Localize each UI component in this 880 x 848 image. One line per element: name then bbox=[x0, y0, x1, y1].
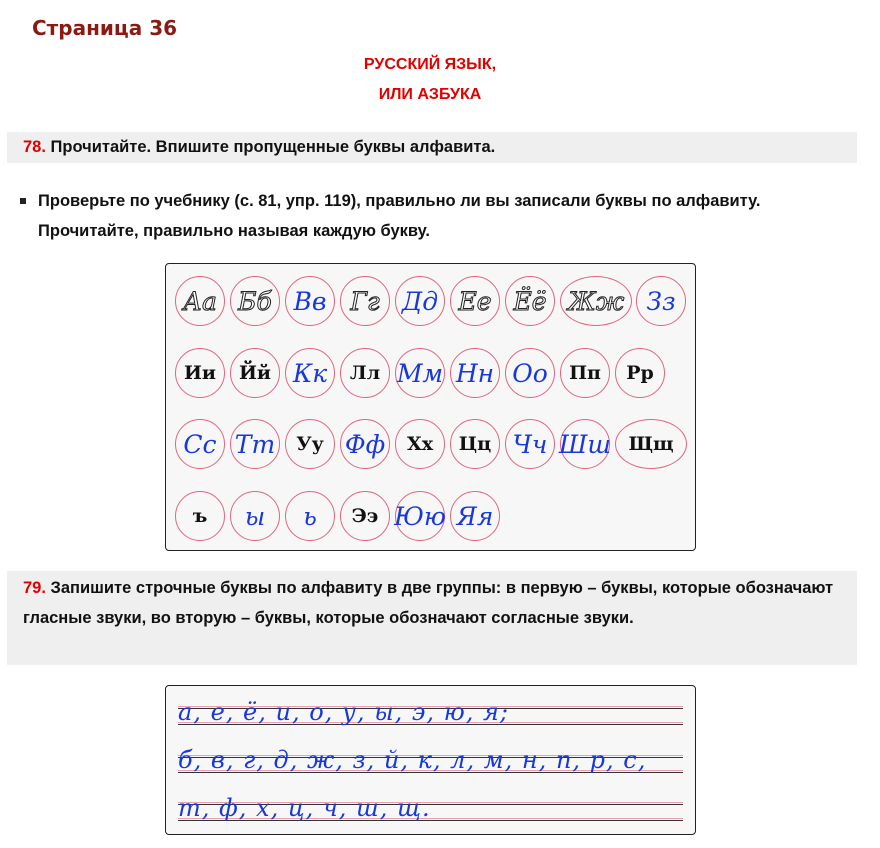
task-78-heading bbox=[7, 132, 857, 163]
alphabet-letter-Лл: Лл bbox=[340, 348, 390, 398]
answer-line-consonants-2: т, ф, х, ц, ч, ш, щ. bbox=[178, 794, 431, 822]
alphabet-letter-Рр: Рр bbox=[615, 348, 665, 398]
alphabet-exercise-image bbox=[165, 263, 696, 551]
alphabet-letter-Оо: Оо bbox=[505, 348, 555, 398]
alphabet-letter-Ёё: Ёё bbox=[505, 276, 555, 326]
alphabet-letter-Йй: Йй bbox=[230, 348, 280, 398]
alphabet-letter-Яя: Яя bbox=[450, 491, 500, 541]
alphabet-letter-Бб: Бб bbox=[230, 276, 280, 326]
task-text: Запишите строчные буквы по алфавиту в две группы: в первую – буквы, которые обозначают гласные звуки, во вторую – буквы, которые обозначают согласные звуки. bbox=[23, 579, 834, 627]
alphabet-letter-ъ: ъ bbox=[175, 491, 225, 541]
alphabet-letter-Аа: Аа bbox=[175, 276, 225, 326]
answer-line-vowels: а, е, ё, и, о, у, ы, э, ю, я; bbox=[178, 698, 509, 726]
alphabet-letter-Шш: Шш bbox=[560, 419, 610, 469]
page-title: Страница 36 bbox=[32, 16, 178, 40]
answer-line-consonants-1: б, в, г, д, ж, з, й, к, л, м, н, п, р, с, bbox=[178, 746, 647, 774]
alphabet-letter-Пп: Пп bbox=[560, 348, 610, 398]
task-79-heading bbox=[7, 571, 857, 665]
subject-title-line2: ИЛИ АЗБУКА bbox=[378, 86, 482, 103]
alphabet-letter-Ээ: Ээ bbox=[340, 491, 390, 541]
alphabet-letter-ь: ь bbox=[285, 491, 335, 541]
task-number: 79. bbox=[23, 579, 46, 597]
task-number: 78. bbox=[23, 138, 46, 156]
alphabet-letter-Сс: Сс bbox=[175, 419, 225, 469]
alphabet-letter-Хх: Хх bbox=[395, 419, 445, 469]
alphabet-letter-Уу: Уу bbox=[285, 419, 335, 469]
alphabet-letter-Кк: Кк bbox=[285, 348, 335, 398]
alphabet-letter-Тт: Тт bbox=[230, 419, 280, 469]
alphabet-letter-Ии: Ии bbox=[175, 348, 225, 398]
alphabet-letter-Фф: Фф bbox=[340, 419, 390, 469]
answer-writing-image bbox=[165, 685, 696, 835]
bullet-instruction: Проверьте по учебнику (с. 81, упр. 119), правильно ли вы записали буквы по алфавиту. Прочитайте, правильно называя каждую букву. bbox=[20, 186, 838, 246]
alphabet-letter-Мм: Мм bbox=[395, 348, 445, 398]
subject-title-line1: РУССКИЙ ЯЗЫК, bbox=[363, 56, 497, 73]
alphabet-letter-Дд: Дд bbox=[395, 276, 445, 326]
alphabet-letter-Чч: Чч bbox=[505, 419, 555, 469]
alphabet-letter-Щщ: Щщ bbox=[615, 419, 687, 469]
alphabet-letter-ы: ы bbox=[230, 491, 280, 541]
alphabet-letter-Цц: Цц bbox=[450, 419, 500, 469]
alphabet-letter-Вв: Вв bbox=[285, 276, 335, 326]
alphabet-letter-Юю: Юю bbox=[395, 491, 445, 541]
alphabet-letter-Зз: Зз bbox=[636, 276, 686, 326]
alphabet-letter-Жж: Жж bbox=[560, 276, 632, 326]
alphabet-letter-Нн: Нн bbox=[450, 348, 500, 398]
task-text: Прочитайте. Впишите пропущенные буквы алфавита. bbox=[50, 138, 496, 156]
alphabet-letter-Ее: Ее bbox=[450, 276, 500, 326]
alphabet-letter-Гг: Гг bbox=[340, 276, 390, 326]
